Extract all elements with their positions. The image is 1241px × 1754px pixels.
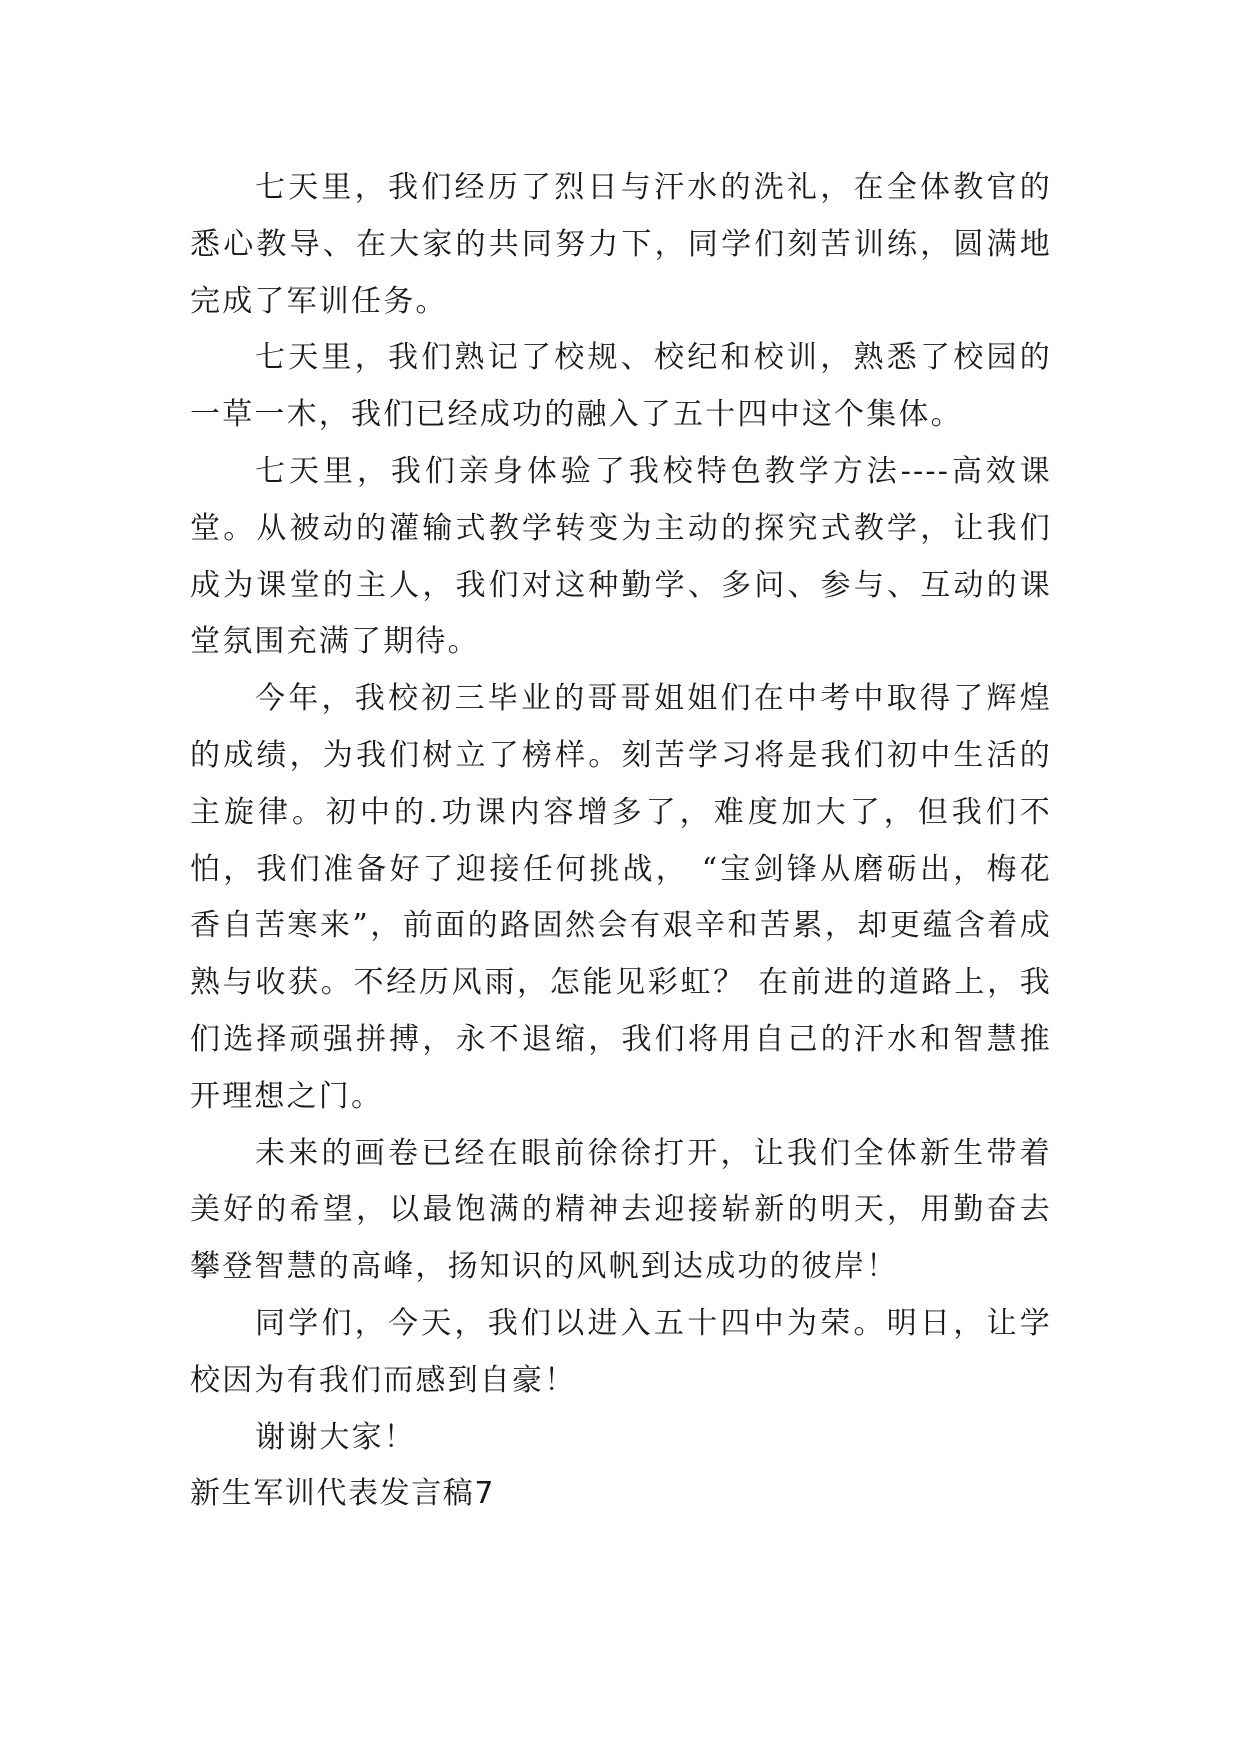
document-body [190, 160, 1052, 1523]
paragraph-study-goals: 今年，我校初三毕业的哥哥姐姐们在中考中取得了辉煌的成绩，为我们树立了榜样。刻苦学习将是我们初中生活的主旋律。初中的.功课内容增多了，难度加大了，但我们不怕，我们准备好了迎接任何挑战， “宝剑锋从磨砺出，梅花香自苦寒来”，前面的路固然会有艰辛和苦累，却更蕴含着成熟与收获。不经历风雨，怎能见彩虹？ 在前进的道路上，我们选择顽强拼搏，永不退缩，我们将用自己的汗水和智慧推开理想之门。 [190, 681, 1052, 1114]
paragraph-school-pride: 同学们，今天，我们以进入五十四中为荣。明日，让学校因为有我们而感到自豪！ [190, 1305, 1052, 1398]
paragraph-efficient-classroom: 七天里，我们亲身体验了我校特色教学方法----高效课堂。从被动的灌输式教学转变为主动的探究式教学，让我们成为课堂的主人，我们对这种勤学、多问、参与、互动的课堂氛围充满了期待。 [190, 453, 1052, 660]
next-section-heading: 新生军训代表发言稿7 [190, 1476, 496, 1512]
paragraph-future: 未来的画卷已经在眼前徐徐打开，让我们全体新生带着美好的希望，以最饱满的精神去迎接崭新的明天，用勤奋去攀登智慧的高峰，扬知识的风帆到达成功的彼岸！ [190, 1135, 1052, 1285]
paragraph-training-completed: 七天里，我们经历了烈日与汗水的洗礼，在全体教官的悉心教导、在大家的共同努力下，同学们刻苦训练，圆满地完成了军训任务。 [190, 170, 1052, 319]
closing-thanks: 谢谢大家！ [255, 1419, 416, 1455]
paragraph-school-rules: 七天里，我们熟记了校规、校纪和校训，熟悉了校园的一草一木，我们已经成功的融入了五十四中这个集体。 [190, 340, 1052, 433]
